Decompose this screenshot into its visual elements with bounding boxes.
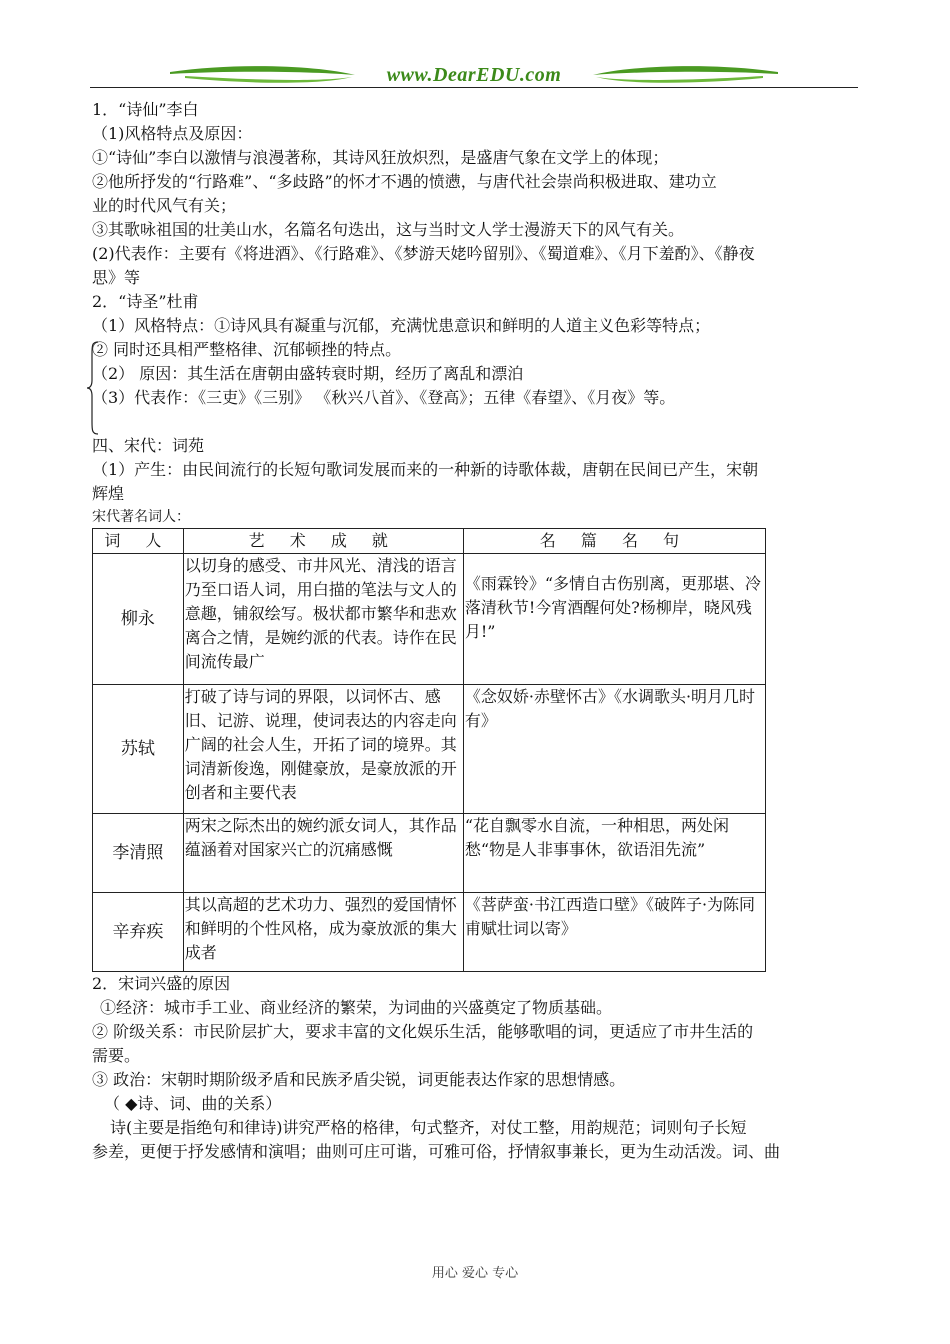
paragraph: 需要。: [92, 1046, 141, 1065]
paragraph: ②他所抒发的“行路难”、“多歧路”的怀才不遇的愤懑，与唐代社会崇尚积极进取、建功立: [92, 172, 717, 191]
table-row: [93, 685, 766, 814]
table-row: [93, 554, 766, 685]
paragraph: (2)代表作：主要有《将进酒》、《行路难》、《梦游天姥吟留别》、《蜀道难》、《月下羞酌》、《静夜: [92, 244, 755, 263]
famous-quote: 《菩萨蛮·书江西造口壁》《破阵子·为陈同甫赋壮词以寄》: [463, 893, 765, 972]
table-header-row: [93, 529, 766, 554]
poet-name: 辛弃疾: [93, 893, 184, 972]
paragraph: （3）代表作：《三吏》《三别》 《秋兴八首》、《登高》；五律《春望》、《月夜》等。: [92, 388, 676, 407]
table-row: [93, 893, 766, 972]
paragraph: （2） 原因：其生活在唐朝由盛转衰时期，经历了离乱和漂泊: [92, 364, 524, 383]
site-header: [90, 60, 858, 90]
paragraph: ③其歌咏祖国的壮美山水，名篇名句迭出，这与当时文人学士漫游天下的风气有关。: [92, 220, 685, 239]
art-achievement: 以切身的感受、市井风光、清浅的语言乃至口语人词，用白描的笔法与文人的意趣，铺叙绘写。极状都市繁华和悲欢离合之情，是婉约派的代表。诗作在民间流传最广: [183, 554, 463, 685]
paragraph: ①“诗仙”李白以激情与浪漫著称，其诗风狂放炽烈，是盛唐气象在文学上的体现；: [92, 148, 669, 167]
section-heading-dufu: 2．“诗圣”杜甫: [92, 292, 199, 311]
paragraph: 思》等: [92, 268, 141, 287]
document-body: [92, 98, 862, 1164]
table-row: [93, 814, 766, 893]
famous-quote: 《雨霖铃》“多情自古伤别离，更那堪、冷落清秋节!今宵酒醒何处?杨柳岸，晓风残月!”: [463, 554, 765, 685]
paragraph: 业的时代风气有关；: [92, 196, 237, 215]
section-heading-libai: 1．“诗仙”李白: [92, 100, 199, 119]
poets-table: [92, 528, 766, 972]
paragraph: ③ 政治：宋朝时期阶级矛盾和民族矛盾尖锐，词更能表达作家的思想情感。: [92, 1070, 626, 1089]
paragraph: ② 阶级关系：市民阶层扩大，要求丰富的文化娱乐生活，能够歌唱的词，更适应了市井生活的: [92, 1022, 754, 1041]
page-footer: 用心 爱心 专心: [431, 1266, 519, 1281]
art-achievement: 打破了诗与词的界限，以词怀古、感旧、记游、说理，使词表达的内容走向广阔的社会人生，开拓了词的境界。其词清新俊逸，刚健豪放，是豪放派的开创者和主要代表: [183, 685, 463, 814]
column-header-art: 艺 术 成 就: [183, 529, 463, 554]
poet-name: 柳永: [93, 554, 184, 685]
paragraph: （1）风格特点：①诗风具有凝重与沉郁，充满忧患意识和鲜明的人道主义色彩等特点；: [92, 316, 711, 335]
section-heading-reasons: 2．宋词兴盛的原因: [92, 974, 231, 993]
famous-quote: 《念奴娇·赤壁怀古》《水调歌头·明月几时有》: [463, 685, 765, 814]
section-heading-song: 四、宋代：词苑: [92, 436, 205, 455]
paragraph: （ ◆诗、词、曲的关系）: [104, 1094, 282, 1113]
spacer: [92, 410, 862, 434]
paragraph: 参差，更便于抒发感情和演唱；曲则可庄可谐，可雅可俗，抒情叙事兼长，更为生动活泼。词、曲: [92, 1142, 781, 1161]
paragraph: ② 同时还具相严整格律、沉郁顿挫的特点。: [92, 340, 402, 359]
paragraph: （1）产生：由民间流行的长短句歌词发展而来的一种新的诗歌体裁，唐朝在民间已产生，宋朝: [92, 460, 759, 479]
column-header-poet: 词 人: [93, 529, 184, 554]
poet-name: 苏轼: [93, 685, 184, 814]
poet-name: 李清照: [93, 814, 184, 893]
paragraph: ①经济：城市手工业、商业经济的繁荣，为词曲的兴盛奠定了物质基础。: [100, 998, 613, 1017]
column-header-quotes: 名 篇 名 句: [463, 529, 765, 554]
famous-quote: “花自飘零水自流，一种相思，两处闲愁“物是人非事事休，欲语泪先流”: [463, 814, 765, 893]
art-achievement: 其以高超的艺术功力、强烈的爱国情怀和鲜明的个性风格，成为豪放派的集大成者: [183, 893, 463, 972]
paragraph: 诗(主要是指绝句和律诗)讲究严格的格律，句式整齐，对仗工整，用韵规范；词则句子长短: [110, 1118, 747, 1137]
header-divider: [90, 87, 858, 88]
paragraph: 辉煌: [92, 484, 125, 503]
site-logo-text[interactable]: www.DearEDU.com: [386, 64, 562, 86]
art-achievement: 两宋之际杰出的婉约派女词人，其作品蕴涵着对国家兴亡的沉痛感慨: [183, 814, 463, 893]
table-caption: 宋代著名词人：: [92, 509, 190, 525]
subheading-style: （1)风格特点及原因：: [92, 124, 253, 143]
